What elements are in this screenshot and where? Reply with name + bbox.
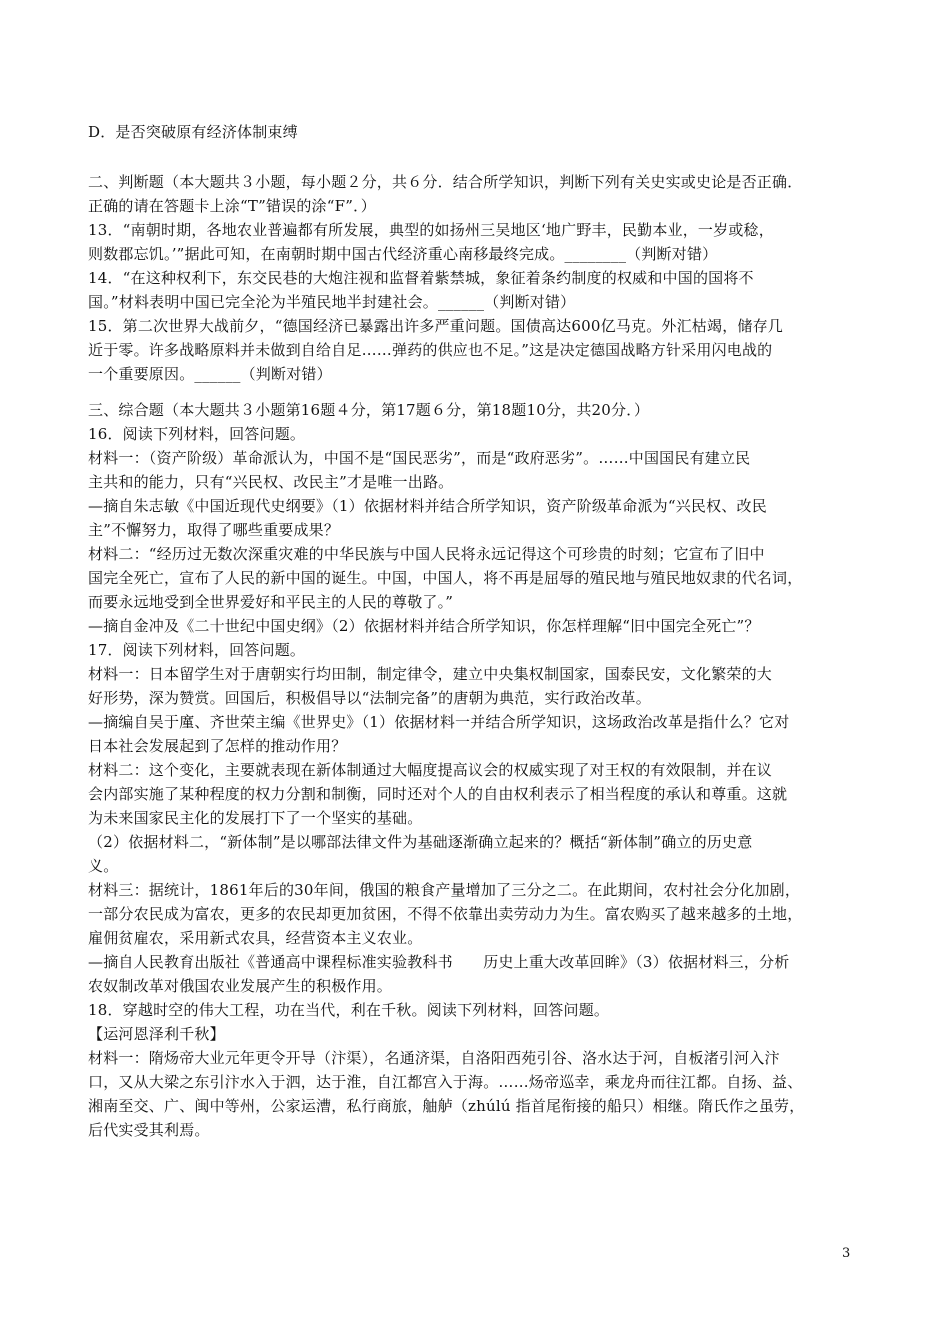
question-15-line: 一个重要原因。______（判断对错）	[88, 365, 332, 383]
question-13-line: 则数郡忘饥。’”据此可知，在南朝时期中国古代经济重心南移最终完成。________（判断对错）	[88, 245, 718, 263]
question-17-line: 材料二：这个变化，主要就表现在新体制通过大幅度提高议会的权威实现了对王权的有效限制，并在议	[88, 761, 773, 779]
section-judgment	[88, 170, 878, 386]
question-17-line: （2）依据材料二，“新体制”是以哪部法律文件为基础逐渐确立起来的？概括“新体制”确立的历史意	[88, 833, 753, 851]
question-17-line: 日本社会发展起到了怎样的推动作用？	[88, 737, 347, 755]
question-13-line: 13．“南朝时期，各地农业普遍都有所发展，典型的如扬州三吴地区‘地广野丰，民勤本业，一岁或稔，	[88, 221, 774, 239]
question-17-line: 材料三：据统计，1861年后的30年间，俄国的粮食产量增加了三分之二。在此期间，农村社会分化加剧，	[88, 881, 801, 899]
question-18-line: 后代实受其利焉。	[88, 1121, 210, 1139]
option-d-block	[88, 120, 878, 144]
question-18-line: 18．穿越时空的伟大工程，功在当代，利在千秋。阅读下列材料，回答问题。	[88, 1001, 610, 1019]
question-16-line: —摘自金冲及《二十世纪中国史纲》（2）依据材料并结合所学知识，你怎样理解“旧中国完全死亡”？	[88, 617, 760, 635]
question-14-line: 国。”材料表明中国已完全沦为半殖民地半封建社会。______（判断对错）	[88, 293, 576, 311]
question-18-line: 口，又从大梁之东引汴水入于泗，达于淮，自江都宫入于海。……炀帝巡幸，乘龙舟而往江都。自扬、益、	[88, 1073, 803, 1091]
question-16-line: 主共和的能力，只有“兴民权、改民主”才是唯一出路。	[88, 473, 454, 491]
section2-line: 正确的请在答题卡上涂“T”错误的涂“F”．）	[88, 197, 376, 215]
question-17-line: —摘编自吴于廑、齐世荣主编《世界史》（1）依据材料一并结合所学知识，这场政治改革是指什么？它对	[88, 713, 790, 731]
question-15-line: 15．第二次世界大战前夕，“德国经济已暴露出许多严重问题。国债高达600亿马克。外汇枯竭，储存几	[88, 317, 783, 335]
section3-heading: 三、综合题（本大题共３小题第16题４分，第17题６分，第18题10分，共20分．）	[88, 401, 650, 419]
question-17-line: 材料一：日本留学生对于唐朝实行均田制，制定律令，建立中央集权制国家，国泰民安，文化繁荣的大	[88, 665, 773, 683]
question-16-line: 而要永远地受到全世界爱好和平民主的人民的尊敬了。”	[88, 593, 454, 611]
question-16-line: 材料一：（资产阶级）革命派认为，中国不是“国民恶劣”，而是“政府恶劣”。……中国国民有建立民	[88, 449, 751, 467]
question-16-line: —摘自朱志敏《中国近现代史纲要》（1）依据材料并结合所学知识，资产阶级革命派为“兴民权、改民	[88, 497, 767, 515]
question-16-line: 材料二：“经历过无数次深重灾难的中华民族与中国人民将永远记得这个可珍贵的时刻；它宣布了旧中	[88, 545, 765, 563]
question-18-line: 材料一：隋炀帝大业元年更令开导（汴渠），名通济渠，自洛阳西苑引谷、洛水达于河，自板渚引河入汴	[88, 1049, 780, 1067]
question-17-line: 雇佣贫雇农，采用新式农具，经营资本主义农业。	[88, 929, 423, 947]
section-comprehensive	[88, 398, 878, 1142]
question-17-line: 17．阅读下列材料，回答问题。	[88, 641, 306, 659]
question-15-line: 近于零。许多战略原料并未做到自给自足……弹药的供应也不足。”这是决定德国战略方针采用闪电战的	[88, 341, 773, 359]
option-d-text: D．是否突破原有经济体制束缚	[88, 123, 298, 141]
question-18-line: 湘南至交、广、闽中等州，公家运漕，私行商旅，舳舻（zhúlú 指首尾衔接的船只）相继。隋氏作之虽劳，	[88, 1097, 805, 1115]
question-16-line: 主”不懈努力，取得了哪些重要成果？	[88, 521, 340, 539]
question-17-line: —摘自人民教育出版社《普通高中课程标准实验教科书 历史上重大改革回眸》（3）依据材料三，分析	[88, 953, 790, 971]
question-17-line: 一部分农民成为富农，更多的农民却更加贫困，不得不依靠出卖劳动力为生。富农购买了越来越多的土地，	[88, 905, 803, 923]
question-16-line: 16．阅读下列材料，回答问题。	[88, 425, 306, 443]
question-16-line: 国完全死亡，宣布了人民的新中国的诞生。中国，中国人，将不再是屈辱的殖民地与殖民地奴隶的代名词，	[88, 569, 803, 587]
question-17-line: 农奴制改革对俄国农业发展产生的积极作用。	[88, 977, 393, 995]
question-17-line: 为未来国家民主化的发展打下了一个坚实的基础。	[88, 809, 423, 827]
page-number: 3	[842, 1246, 851, 1261]
section2-line: 二、判断题（本大题共３小题，每小题２分，共６分．结合所学知识，判断下列有关史实或史论是否正确．	[88, 173, 803, 191]
question-17-line: 会内部实施了某种程度的权力分割和制衡，同时还对个人的自由权利表示了相当程度的承认和尊重。这就	[88, 785, 788, 803]
question-17-line: 义。	[88, 857, 119, 875]
question-17-line: 好形势，深为赞赏。回国后，积极倡导以“法制完备”的唐朝为典范，实行政治改革。	[88, 689, 651, 707]
question-14-line: 14．“在这种权利下，东交民巷的大炮注视和监督着紫禁城，象征着条约制度的权威和中国的国将不	[88, 269, 754, 287]
question-18-subheading: 【运河恩泽利千秋】	[88, 1025, 225, 1043]
